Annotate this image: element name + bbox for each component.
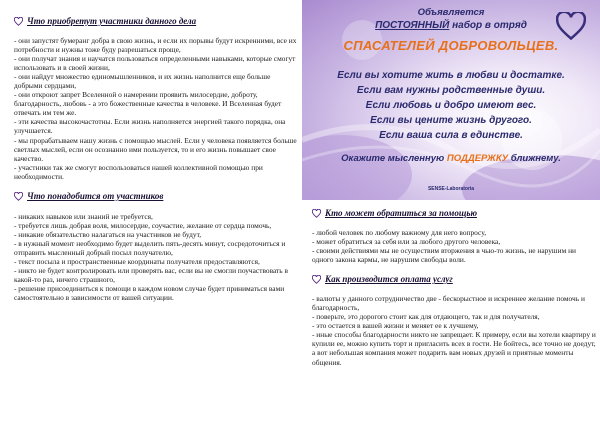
gains-list [14,36,298,181]
list-item: - они найдут множество единомышленников, и их жизнь наполнится еще больше добрыми сердцами, [14,72,271,91]
heart-icon [14,17,23,26]
list-item: - они запустят бумеранг добра в свою жизнь, и если их порывы будут искренними, все их потребности и нужны тоже буду разрешаться проще, [14,36,297,55]
section-payment-title-text: Как производится оплата услуг [325,274,453,285]
poster-lines [302,68,600,143]
who-list [312,228,596,264]
left-column [14,16,298,416]
list-item: - требуется лишь добрая воля, милосердие, соучастие, желание от сердца помочь, [14,220,272,230]
list-item: - мы прорабатываем нашу жизнь с помощью мыслей. Если у человека появляется больше светлых мыслей, если он осознанно ими пользуется, то и его жизнь повышает свое качество. [14,135,297,163]
right-column [312,208,596,418]
poster-cta-highlight: ПОДДЕРЖКУ [446,153,509,164]
list-item: - своими действиями мы не осуществим вторжения в чью-то жизнь, не нарушим ни одного закона кармы, не нарушим свободы воли. [312,246,577,265]
list-item: - решение присоединиться к помощи в каждом новом случае будет приниматься вами самостоятельно в зависимости от вашей ситуации. [14,284,285,303]
poster-line: Если ваша сила в единстве. [379,130,523,141]
list-item: - они получат знания и научатся пользоваться определенными навыками, которые смогут использовать и в своей жизни, [14,54,296,73]
heart-icon [312,275,321,284]
poster-headline: СПАСАТЕЛЕЙ ДОБРОВОЛЬЦЕВ. [343,38,559,53]
section-who-title [312,208,596,219]
list-item: - валюты у данного сотрудничество две - бескорыстное и искреннее желание помочь и благодарность, [312,294,585,313]
section-requirements-title-text: Что понадобится от участников [27,190,164,201]
poster-line: Если любовь и добро имеют вес. [365,100,537,111]
section-requirements-title [14,191,298,202]
volunteer-poster [302,0,600,200]
list-item: - любой человек по любому важному для него вопросу, [312,228,487,237]
heart-icon [312,209,321,218]
heart-icon [14,192,23,201]
poster-credit: SENSE-Laboratoria [427,186,475,192]
requirements-list [14,212,298,302]
poster-cta-after: ближнему. [508,153,561,164]
poster-announce: Объявляется [417,7,485,18]
poster-cta-before: Окажите мысленную [341,153,447,164]
poster-recruitment [302,20,600,31]
list-item: - может обратиться за себя или за любого другого человека, [312,237,501,247]
list-item: - никаких навыков или знаний не требуется, [14,211,153,221]
list-item: - никто не будет контролировать или проверять вас, если вы не смогли поучаствовать в какой-то раз, ничего страшного, [14,266,288,285]
section-gains-title-text: Что приобретут участники данного дела [27,16,197,26]
poster-line: Если вы цените жизнь другого. [370,115,532,126]
section-who-title-text: Кто может обратиться за помощью [325,208,478,218]
poster-line: Если вам нужны родственные души. [356,85,546,96]
payment-list [312,294,596,366]
list-item: - текст посыла и пространственные координаты получателя предоставляются, [14,256,260,266]
section-gains-title [14,16,298,27]
list-item: - это остается в вашей жизни и меняет ее к лучшему, [312,321,479,331]
list-item: - никакие обязательство налагаться на участников не будут, [14,229,202,239]
poster-cta [302,153,600,164]
poster-recruitment-text: ПОСТОЯННЫЙ набор в отряд [375,20,527,31]
list-item: - в нужный момент необходимо будет выделить пять-десять минут, сосредоточиться и отправить мысленный добрый посыл получателю, [14,238,286,257]
list-item: - они откроют запрет Вселенной о намерении проявить милосердие, доброту, благодарность, любовь - а это божественные качества в человеке. И Вселенная будет отвечать им тем же. [14,90,282,118]
poster-line: Если вы хотите жить в любви и достатке. [337,70,565,81]
list-item: - эти качества высокочастотны. Если жизнь наполняется энергией такого порядка, она улучшается. [14,117,286,136]
list-item: - иные способы благодарности никто не запрещает. К примеру, если вы хотели квартиру и купили ее, можно купить торт и пригласить всех в гости. Не бойтесь, все точно не доедут, а вот небольшая компания может подарить вам новых друзей и приятные моменты общения. [312,330,596,367]
list-item: - участники так же смогут воспользоваться нашей коллективной помощью при необходимости. [14,162,263,181]
list-item: - поверьте, это дорогого стоит как для отдающего, так и для получателя, [312,312,540,322]
section-payment-title [312,274,596,285]
